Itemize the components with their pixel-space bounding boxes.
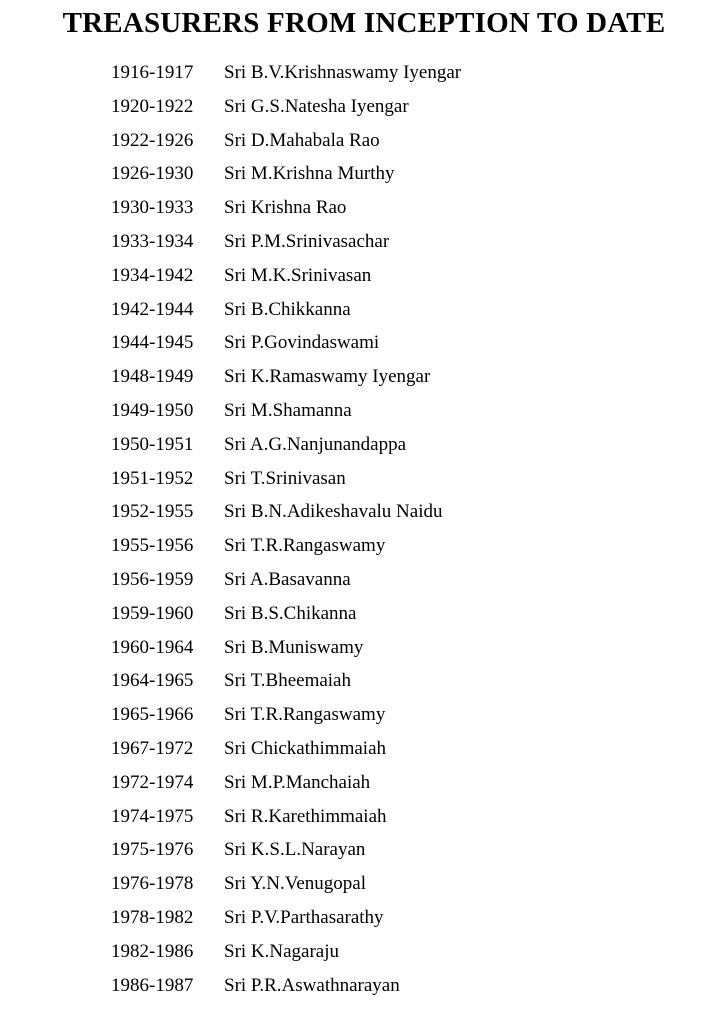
treasurer-row (0, 701, 728, 735)
treasurer-row (0, 127, 728, 161)
term-years: 1975-1976 (111, 839, 194, 861)
term-years: 1956-1959 (111, 568, 194, 590)
treasurer-row (0, 904, 728, 938)
treasurer-name: Sri K.S.L.Narayan (224, 839, 366, 861)
term-years: 1967-1972 (111, 737, 194, 759)
treasurer-row (0, 262, 728, 296)
treasurer-row (0, 228, 728, 262)
treasurer-row (0, 938, 728, 972)
treasurer-name: Sri P.V.Parthasarathy (224, 906, 384, 928)
treasurer-row (0, 634, 728, 668)
treasurer-name: Sri Krishna Rao (224, 197, 347, 219)
term-years: 1930-1933 (111, 197, 194, 219)
treasurer-row (0, 870, 728, 904)
treasurer-row (0, 397, 728, 431)
treasurer-name: Sri D.Mahabala Rao (224, 129, 380, 151)
treasurer-name: Sri B.Muniswamy (224, 636, 364, 658)
treasurer-name: Sri A.Basavanna (224, 568, 351, 590)
term-years: 1933-1934 (111, 230, 194, 252)
treasurer-row (0, 465, 728, 499)
term-years: 1916-1917 (111, 62, 194, 83)
treasurer-name: Sri R.Karethimmaiah (224, 805, 387, 827)
treasurer-row (0, 836, 728, 870)
term-years: 1948-1949 (111, 366, 194, 388)
term-years: 1972-1974 (111, 771, 194, 793)
treasurer-row (0, 431, 728, 465)
treasurer-row (0, 363, 728, 397)
term-years: 1922-1926 (111, 129, 194, 151)
term-years: 1952-1955 (111, 501, 194, 523)
treasurer-name: Sri A.G.Nanjunandappa (224, 433, 407, 455)
treasurer-row (0, 803, 728, 837)
treasurer-row (0, 498, 728, 532)
treasurer-name: Sri P.R.Aswathnarayan (224, 974, 400, 996)
treasurer-name: Sri T.R.Rangaswamy (224, 704, 386, 726)
treasurer-name: Sri B.Chikkanna (224, 298, 351, 320)
treasurer-name: Sri G.S.Natesha Iyengar (224, 95, 409, 117)
treasurer-row (0, 296, 728, 330)
treasurer-row (0, 532, 728, 566)
treasurer-name: Sri B.N.Adikeshavalu Naidu (224, 501, 443, 523)
treasurer-name: Sri Chickathimmaiah (224, 737, 387, 759)
treasurer-name: Sri T.Srinivasan (224, 467, 346, 489)
treasurer-row (0, 600, 728, 634)
treasurer-row (0, 972, 728, 1006)
term-years: 1978-1982 (111, 906, 194, 928)
treasurer-row (0, 194, 728, 228)
treasurer-name: Sri K.Ramaswamy Iyengar (224, 366, 431, 388)
term-years: 1974-1975 (111, 805, 194, 827)
page-title: TREASURERS FROM INCEPTION TO DATE (62, 7, 666, 39)
term-years: 1964-1965 (111, 670, 194, 692)
treasurer-row (0, 735, 728, 769)
term-years: 1959-1960 (111, 602, 194, 624)
term-years: 1951-1952 (111, 467, 194, 489)
treasurer-name: Sri M.P.Manchaiah (224, 771, 371, 793)
term-years: 1926-1930 (111, 163, 194, 185)
treasurer-name: Sri P.Govindaswami (224, 332, 380, 354)
term-years: 1982-1986 (111, 940, 194, 962)
treasurer-name: Sri M.K.Srinivasan (224, 264, 372, 286)
treasurer-row (0, 160, 728, 194)
treasurer-row (0, 329, 728, 363)
treasurer-name: Sri P.M.Srinivasachar (224, 230, 390, 252)
treasurer-row (0, 769, 728, 803)
treasurer-name: Sri M.Shamanna (224, 399, 352, 421)
term-years: 1965-1966 (111, 704, 194, 726)
treasurer-name: Sri T.R.Rangaswamy (224, 535, 386, 557)
term-years: 1960-1964 (111, 636, 194, 658)
term-years: 1920-1922 (111, 95, 194, 117)
treasurer-name: Sri Y.N.Venugopal (224, 873, 366, 895)
treasurer-row (0, 93, 728, 127)
treasurer-row (0, 566, 728, 600)
term-years: 1955-1956 (111, 535, 194, 557)
treasurer-name: Sri B.V.Krishnaswamy Iyengar (224, 62, 462, 83)
term-years: 1934-1942 (111, 264, 194, 286)
term-years: 1942-1944 (111, 298, 194, 320)
treasurer-name: Sri K.Nagaraju (224, 940, 340, 962)
treasurer-name: Sri B.S.Chikanna (224, 602, 357, 624)
treasurer-name: Sri T.Bheemaiah (224, 670, 351, 692)
treasurer-row (0, 667, 728, 701)
treasurer-row (0, 59, 728, 93)
treasurer-name: Sri M.Krishna Murthy (224, 163, 395, 185)
treasurer-list (0, 59, 728, 1005)
term-years: 1949-1950 (111, 399, 194, 421)
term-years: 1950-1951 (111, 433, 194, 455)
term-years: 1976-1978 (111, 873, 194, 895)
term-years: 1944-1945 (111, 332, 194, 354)
term-years: 1986-1987 (111, 974, 194, 996)
